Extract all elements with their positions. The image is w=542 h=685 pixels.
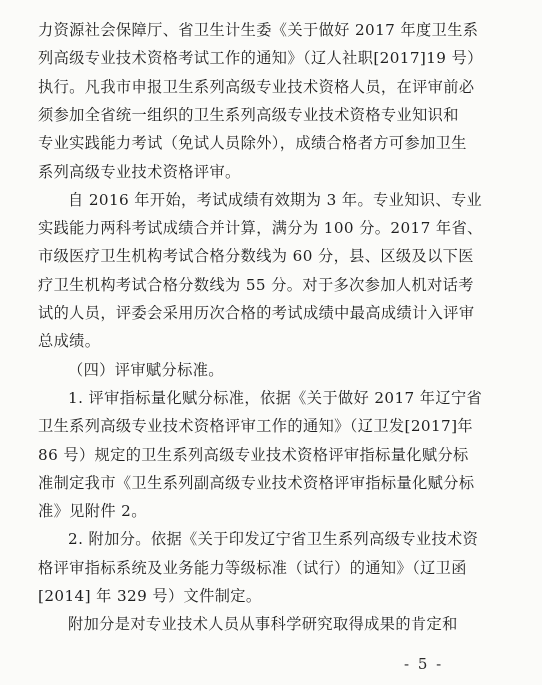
paragraph-line: 实践能力两科考试成绩合并计算，满分为 100 分。2017 年省、 <box>38 219 483 238</box>
paragraph-line: 2. 附加分。依据《关于印发辽宁省卫生系列高级专业技术资 <box>68 530 479 549</box>
paragraph-line: [2014] 年 329 号）文件制定。 <box>38 587 262 605</box>
paragraph-line: 86 号）规定的卫生系列高级专业技术资格评审指标量化赋分标 <box>38 445 469 464</box>
paragraph-line: 格评审指标系统及业务能力等级标准（试行）的通知》（辽卫函 <box>38 558 467 577</box>
paragraph-line: 卫生系列高级专业技术资格评审工作的通知》（辽卫发[2017]年 <box>38 417 473 436</box>
paragraph-line: 专业实践能力考试（免试人员除外），成绩合格者方可参加卫生 <box>38 134 467 153</box>
paragraph-line: 疗卫生机构考试合格分数线为 55 分。对于多次参加人机对话考 <box>38 275 474 294</box>
paragraph-line: 准制定我市《卫生系列副高级专业技术资格评审指标量化赋分标 <box>38 473 475 492</box>
paragraph-line: 市级医疗卫生机构考试合格分数线为 60 分，县、区级及以下医 <box>38 247 474 266</box>
paragraph-line: 系列高级专业技术资格评审。 <box>38 162 241 181</box>
paragraph-line: 力资源社会保障厅、省卫生计生委《关于做好 2017 年度卫生系 <box>38 21 479 39</box>
paragraph-line: 试的人员，评委会采用历次合格的考试成绩中最高成绩计入评审 <box>38 304 475 322</box>
paragraph-line: 须参加全省统一组织的卫生系列高级专业技术资格专业知识和 <box>38 105 459 124</box>
paragraph-line: 执行。凡我市申报卫生系列高级专业技术资格人员，在评审前必 <box>38 77 475 96</box>
paragraph-line: 列高级专业技术资格考试工作的通知》（辽人社职[2017]19 号） <box>38 49 483 68</box>
section-heading: （四）评审赋分标准。 <box>68 360 224 379</box>
paragraph-line: 总成绩。 <box>38 332 101 351</box>
paragraph-line: 准》见附件 2。 <box>38 502 147 521</box>
paragraph-line: 自 2016 年开始，考试成绩有效期为 3 年。专业知识、专业 <box>68 190 483 209</box>
paragraph-line: 附加分是对专业技术人员从事科学研究取得成果的肯定和 <box>68 615 458 634</box>
page-number: - 5 - <box>404 655 444 673</box>
paragraph-line: 1. 评审指标量化赋分标准，依据《关于做好 2017 年辽宁省 <box>68 388 483 407</box>
